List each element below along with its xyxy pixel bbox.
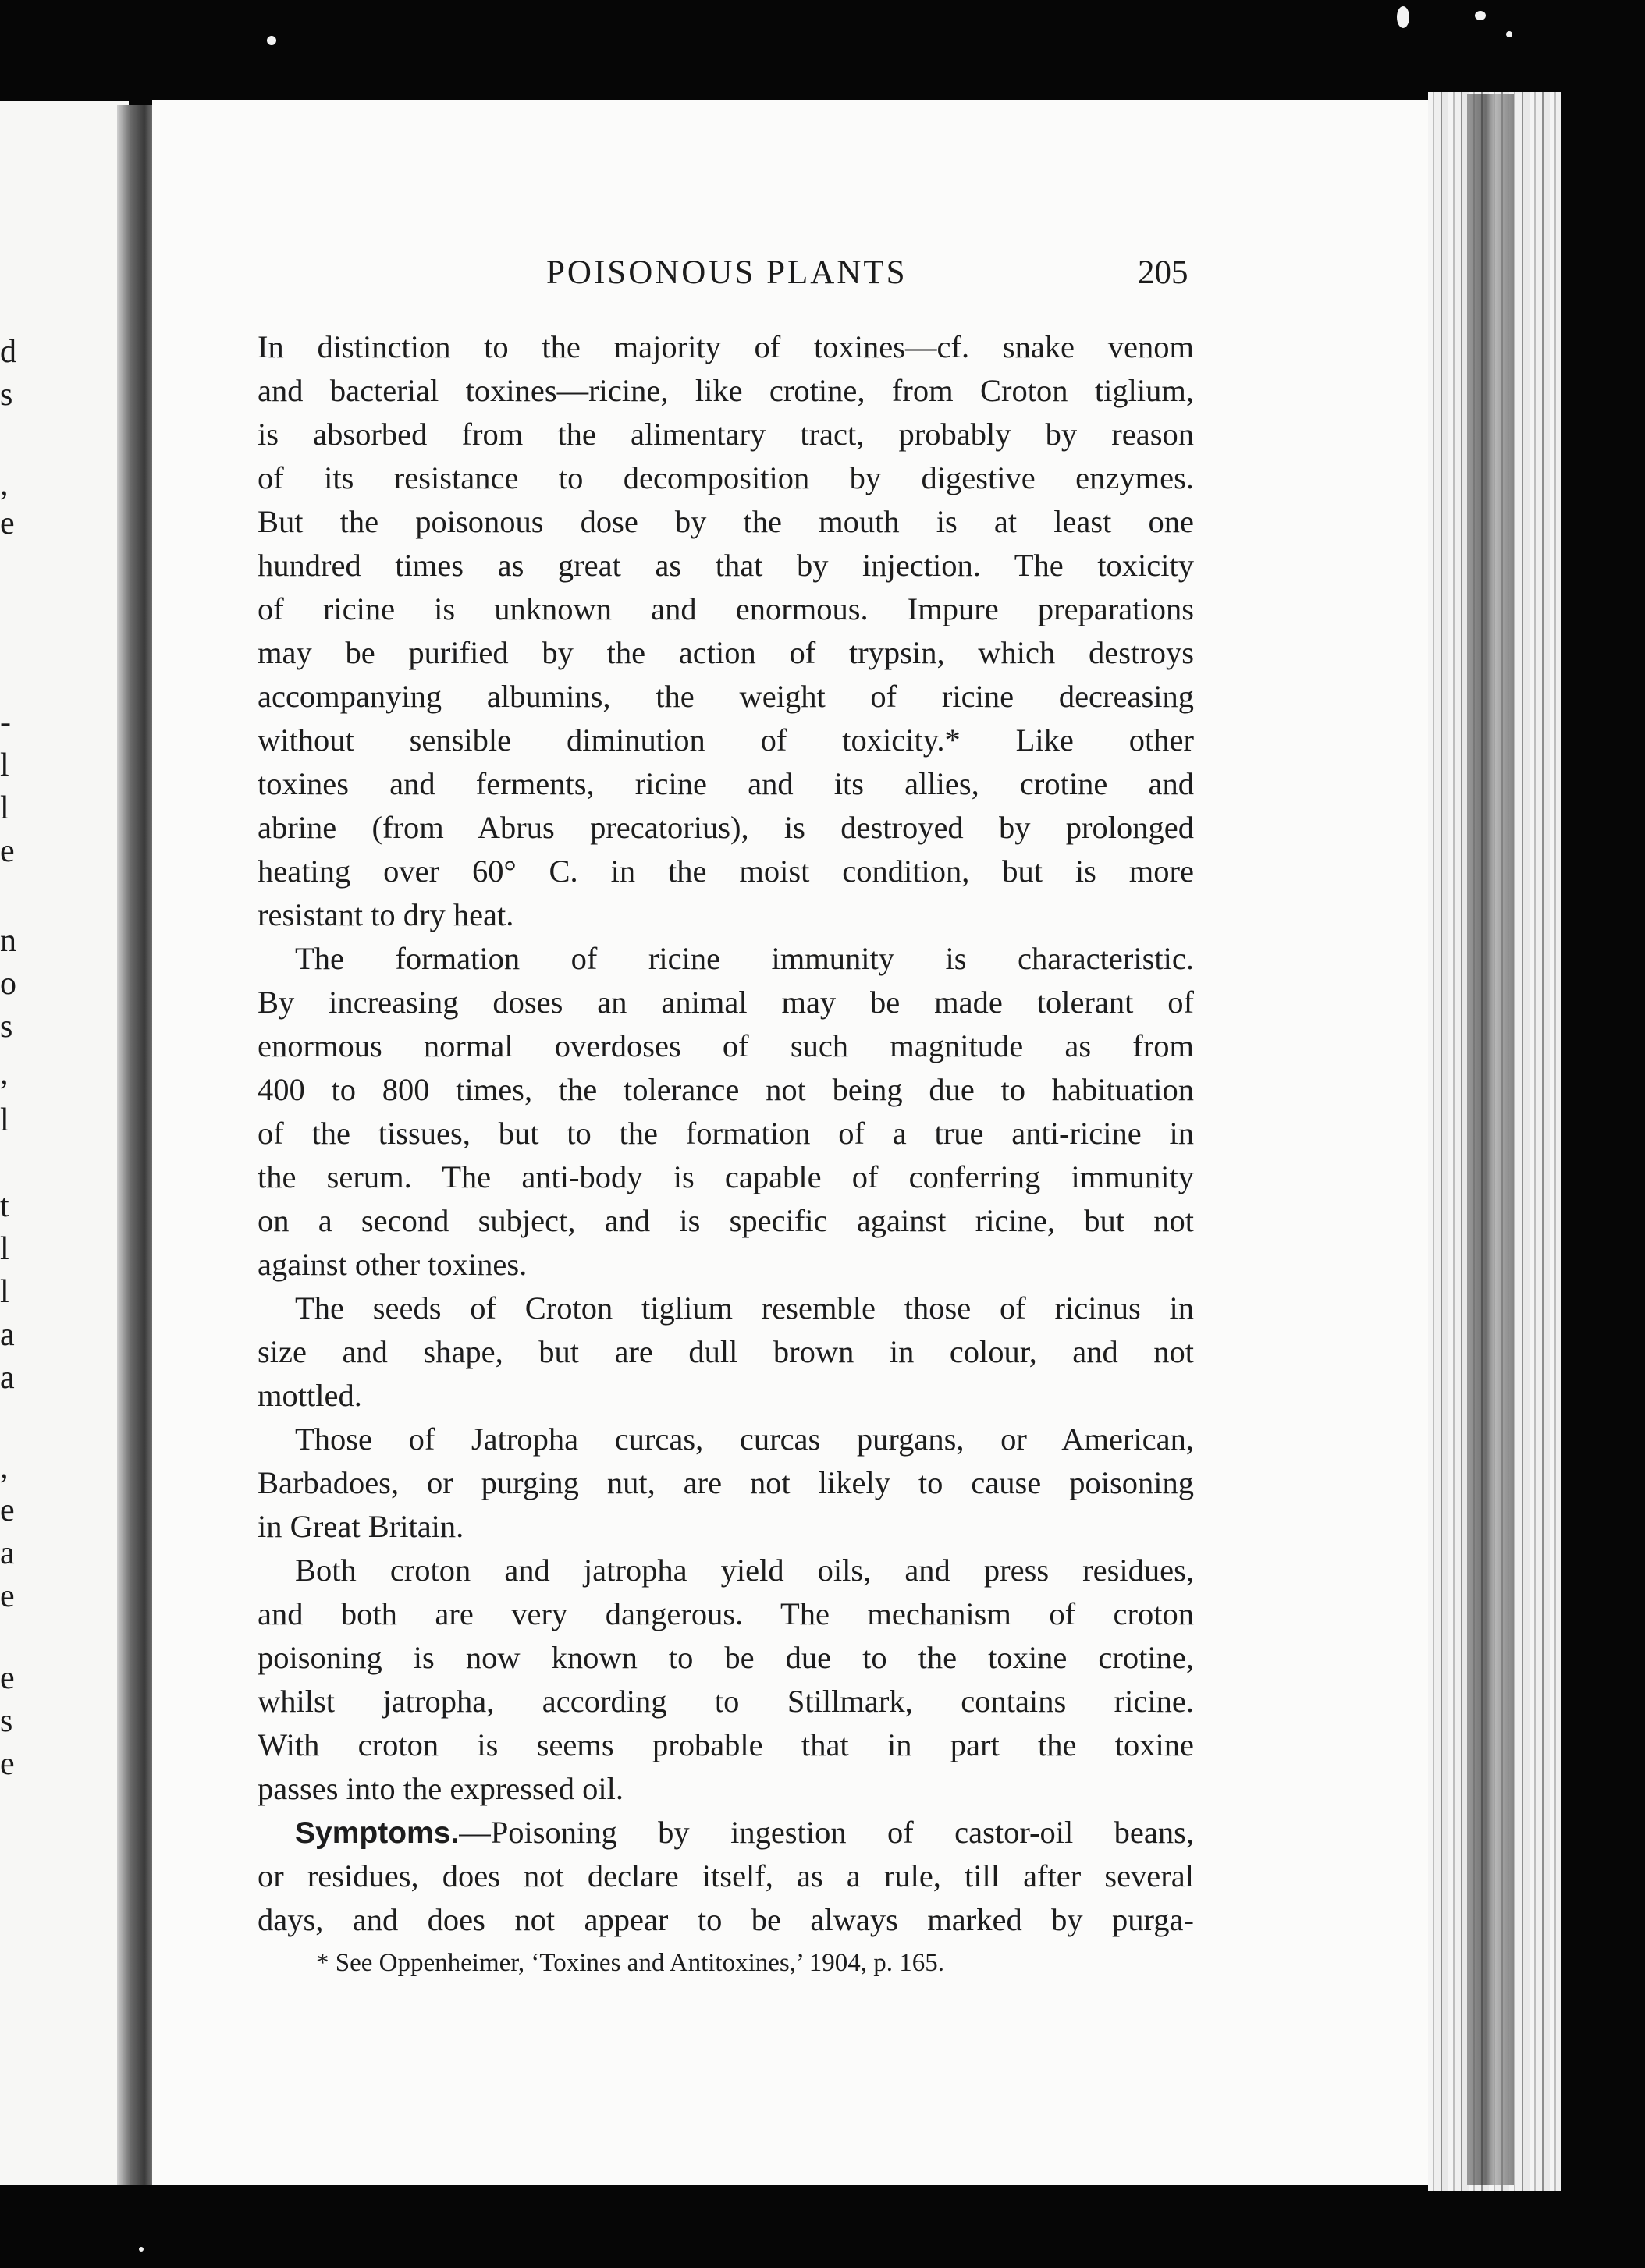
text-line: [258, 850, 1194, 893]
text-line: [258, 719, 1194, 762]
line-text: heating over 60° C. in the moist condition, but is more: [258, 854, 1194, 889]
text-line: [258, 1461, 1194, 1505]
line-text: poisoning is now known to be due to the toxine crotine,: [258, 1640, 1194, 1675]
page-number: 205: [1138, 254, 1188, 291]
facing-page-fragment: e: [0, 1492, 15, 1528]
facing-page-fragment: a: [0, 1360, 15, 1396]
line-text: without sensible diminution of toxicity.* Like other: [258, 722, 1194, 758]
facing-page-fragment: l: [0, 1274, 9, 1310]
text-line: [258, 456, 1194, 500]
facing-page-fragment: -: [0, 705, 11, 740]
line-text: Both croton and jatropha yield oils, and press residues,: [295, 1553, 1194, 1588]
footnote: * See Oppenheimer, ‘Toxines and Antitoxines,’ 1904, p. 165.: [316, 1949, 945, 1977]
line-text: abrine (from Abrus precatorius), is destroyed by prolonged: [258, 810, 1194, 845]
text-line: [258, 1418, 1194, 1461]
text-line: [258, 1024, 1194, 1068]
line-text: may be purified by the action of trypsin, which destroys: [258, 635, 1194, 670]
text-line: [258, 1549, 1194, 1592]
dust-speck: [139, 2247, 144, 2252]
facing-page-fragment: s: [0, 1009, 13, 1045]
text-line: [258, 1898, 1194, 1942]
page-stack-shadow: [1467, 94, 1514, 2185]
text-line: [258, 1767, 1194, 1811]
line-text: The formation of ricine immunity is characteristic.: [295, 941, 1194, 976]
facing-page-fragment: e: [0, 833, 15, 869]
facing-page-fragment: e: [0, 1660, 15, 1696]
facing-page-fragment: l: [0, 1102, 9, 1138]
dust-speck: [1506, 31, 1512, 37]
text-line: [258, 413, 1194, 456]
text-line: [258, 1243, 1194, 1287]
line-text: mottled.: [258, 1378, 362, 1413]
facing-page-fragment: e: [0, 1578, 15, 1614]
facing-page-fragment: l: [0, 790, 9, 826]
line-text: accompanying albumins, the weight of ricine decreasing: [258, 679, 1194, 714]
line-text: The seeds of Croton tiglium resemble those of ricinus in: [295, 1290, 1194, 1326]
text-line: [258, 981, 1194, 1024]
text-line: [258, 893, 1194, 937]
line-text: In distinction to the majority of toxines—cf. snake venom: [258, 329, 1194, 364]
line-text: hundred times as great as that by injection. The toxicity: [258, 548, 1194, 583]
text-line: [258, 1068, 1194, 1112]
text-line: [258, 937, 1194, 981]
facing-page-fragment: l: [0, 747, 9, 783]
line-text: days, and does not appear to be always marked by purga-: [258, 1902, 1194, 1937]
facing-page-edge: [0, 101, 129, 2185]
facing-page-fragment: s: [0, 377, 13, 413]
line-text: and bacterial toxines—ricine, like crotine, from Croton tiglium,: [258, 373, 1194, 408]
text-line: [258, 1636, 1194, 1680]
line-text: With croton is seems probable that in part the toxine: [258, 1727, 1194, 1762]
line-text: of its resistance to decomposition by digestive enzymes.: [258, 460, 1194, 495]
line-text: size and shape, but are dull brown in colour, and not: [258, 1334, 1194, 1369]
facing-page-fragment: a: [0, 1317, 15, 1353]
facing-page-fragment: e: [0, 1746, 15, 1782]
text-line: [258, 631, 1194, 675]
section-heading: Symptoms.: [295, 1816, 460, 1850]
line-text: —Poisoning by ingestion of castor-oil beans,: [459, 1815, 1194, 1850]
text-line: [258, 1680, 1194, 1723]
running-head: POISONOUS PLANTS: [546, 254, 908, 291]
line-text: on a second subject, and is specific against ricine, but not: [258, 1203, 1194, 1238]
book-gutter: [117, 105, 156, 2185]
line-text: or residues, does not declare itself, as a rule, till after several: [258, 1858, 1194, 1894]
text-line: [258, 675, 1194, 719]
line-text: and both are very dangerous. The mechanism of croton: [258, 1596, 1194, 1631]
text-line: [258, 369, 1194, 413]
facing-page-fragment: t: [0, 1188, 9, 1224]
line-text: is absorbed from the alimentary tract, probably by reason: [258, 417, 1194, 452]
line-text: enormous normal overdoses of such magnitude as from: [258, 1028, 1194, 1063]
text-line: [258, 1155, 1194, 1199]
facing-page-fragment: o: [0, 966, 16, 1002]
facing-page-fragment: e: [0, 506, 15, 541]
text-line: [258, 500, 1194, 544]
line-text: 400 to 800 times, the tolerance not being due to habituation: [258, 1072, 1194, 1107]
facing-page-fragment: n: [0, 923, 16, 959]
facing-page-fragment: s: [0, 1703, 13, 1739]
facing-page-fragment: a: [0, 1535, 15, 1571]
line-text: in Great Britain.: [258, 1509, 464, 1544]
text-line: [258, 806, 1194, 850]
line-text: against other toxines.: [258, 1247, 528, 1282]
facing-page-fragment: ,: [0, 1056, 9, 1091]
line-text: of ricine is unknown and enormous. Impure preparations: [258, 591, 1194, 626]
line-text: whilst jatropha, according to Stillmark, contains ricine.: [258, 1684, 1194, 1719]
line-text: resistant to dry heat.: [258, 897, 514, 932]
text-line: [258, 1374, 1194, 1418]
line-text: By increasing doses an animal may be made tolerant of: [258, 985, 1194, 1020]
text-line: [258, 1855, 1194, 1898]
body-text: [258, 325, 1194, 1942]
text-line: [258, 1592, 1194, 1636]
line-text: But the poisonous dose by the mouth is at least one: [258, 504, 1194, 539]
line-text: Barbadoes, or purging nut, are not likely to cause poisoning: [258, 1465, 1194, 1500]
text-line: [258, 544, 1194, 587]
text-line: [258, 1505, 1194, 1549]
facing-page-fragment: ,: [0, 467, 9, 502]
text-line: [258, 1199, 1194, 1243]
text-line: [258, 1723, 1194, 1767]
text-line: [258, 1811, 1194, 1855]
line-text: Those of Jatropha curcas, curcas purgans, or American,: [295, 1421, 1194, 1457]
line-text: the serum. The anti-body is capable of conferring immunity: [258, 1159, 1194, 1194]
text-line: [258, 587, 1194, 631]
dust-speck: [267, 36, 276, 45]
text-line: [258, 1287, 1194, 1330]
line-text: toxines and ferments, ricine and its allies, crotine and: [258, 766, 1194, 801]
line-text: passes into the expressed oil.: [258, 1771, 624, 1806]
facing-page-fragment: ,: [0, 1450, 9, 1485]
facing-page-fragment: l: [0, 1231, 9, 1267]
dust-speck: [1397, 6, 1409, 28]
line-text: of the tissues, but to the formation of a true anti-ricine in: [258, 1116, 1194, 1151]
text-line: [258, 325, 1194, 369]
dust-speck: [1475, 11, 1486, 20]
text-line: [258, 1112, 1194, 1155]
text-line: [258, 762, 1194, 806]
text-line: [258, 1330, 1194, 1374]
facing-page-fragment: d: [0, 334, 16, 370]
